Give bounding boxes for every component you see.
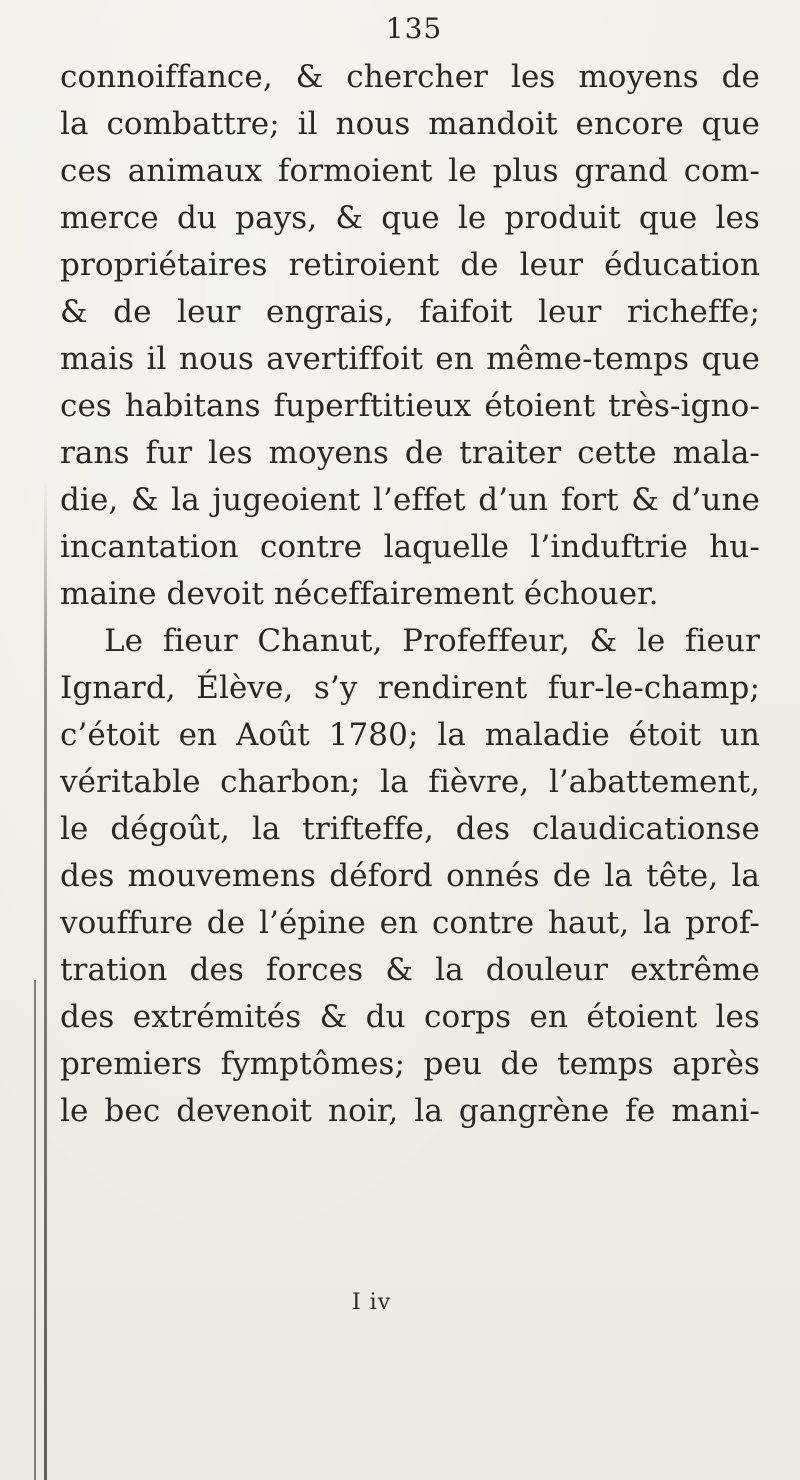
text-line: propriétaires retiroient de leur éducation xyxy=(60,247,760,283)
text-line: die, & la jugeoient l’effet d’un fort & d’une xyxy=(60,482,760,518)
text-line: merce du pays, & que le produit que les xyxy=(60,200,760,236)
text-line: ces animaux formoient le plus grand com- xyxy=(60,153,760,189)
text-line: connoiffance, & chercher les moyens de xyxy=(60,59,760,95)
text-line: ces habitans fuperftitieux étoient très-igno- xyxy=(60,388,760,424)
text-line: c’étoit en Août 1780; la maladie étoit un xyxy=(60,717,760,753)
binding-edge-line xyxy=(34,980,36,1480)
text-line: des mouvemens déford onnés de la tête, la xyxy=(60,858,760,894)
body-text xyxy=(60,54,760,1135)
text-line: le dégoût, la trifteffe, des claudicationse xyxy=(60,811,760,847)
text-line: le bec devenoit noir, la gangrène fe mani- xyxy=(60,1093,760,1129)
text-line-paragraph-start: Le fieur Chanut, Profeffeur, & le fieur xyxy=(104,623,760,659)
signature-mark: I iv xyxy=(352,1290,392,1315)
page-number: 135 xyxy=(385,12,443,45)
text-line: vouffure de l’épine en contre haut, la prof- xyxy=(60,905,760,941)
text-line: Ignard, Élève, s’y rendirent fur-le-champ; xyxy=(60,670,760,706)
text-line: premiers fymptômes; peu de temps après xyxy=(60,1046,760,1082)
text-line: tration des forces & la douleur extrême xyxy=(60,952,760,988)
text-line: rans fur les moyens de traiter cette mala- xyxy=(60,435,760,471)
text-line: incantation contre laquelle l’induftrie hu- xyxy=(60,529,760,565)
text-line: mais il nous avertiffoit en même-temps que xyxy=(60,341,760,377)
binding-edge-shadow xyxy=(44,480,47,1480)
text-line: la combattre; il nous mandoit encore que xyxy=(60,106,760,142)
text-line: des extrémités & du corps en étoient les xyxy=(60,999,760,1035)
text-line: véritable charbon; la fièvre, l’abattement, xyxy=(60,764,760,800)
text-line: & de leur engrais, faifoit leur richeffe; xyxy=(60,294,760,330)
text-line: maine devoit néceffairement échouer. xyxy=(60,576,659,612)
